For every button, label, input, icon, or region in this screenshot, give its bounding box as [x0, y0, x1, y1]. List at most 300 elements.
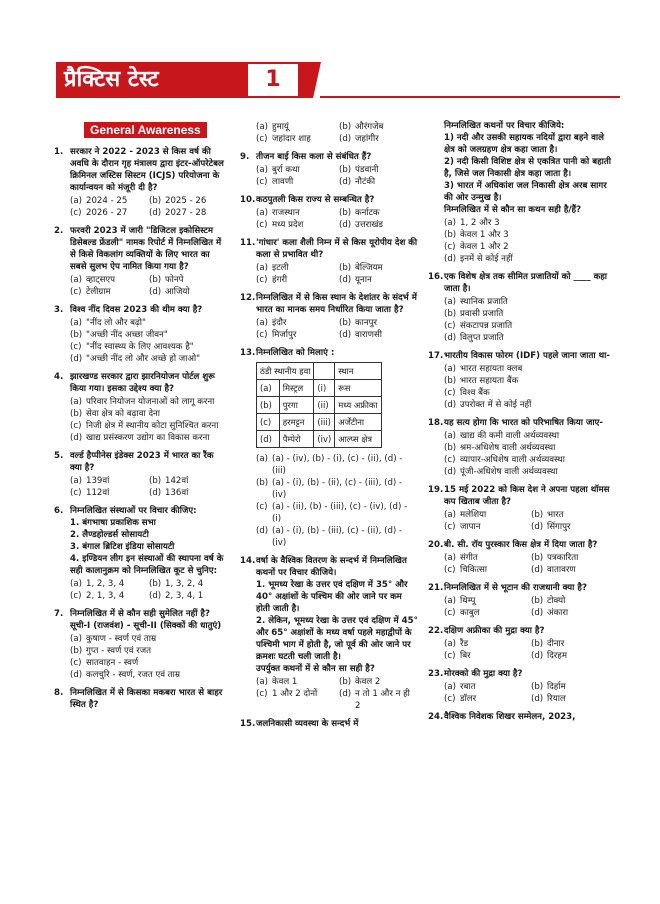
question-body [70, 304, 224, 365]
question-text: 15 मई 2022 को किस देश ने अपना पहला थॉमस कप खिताब जीता है? [444, 485, 610, 507]
question-text: बी. सी. रॉय पुरस्कार किस क्षेत्र में दिया जाता है? [444, 540, 598, 550]
option-letter: (c) [70, 421, 82, 431]
option-text: काबुल [460, 608, 480, 618]
section-heading: General Awareness [84, 122, 207, 138]
option [531, 595, 614, 607]
question-number: 4. [54, 372, 64, 382]
question-body [256, 347, 418, 549]
option-text: (a) - (i), (b) - (iii), (c) - (ii), (d) - (iv) [272, 526, 403, 548]
question-text: विश्व नींद दिवस 2023 की थीम क्या है? [70, 305, 203, 315]
question-number: 22. [428, 626, 444, 636]
option-letter: (a) [256, 318, 268, 328]
option-text: रबात [460, 682, 476, 692]
statement-line: 1) नदी और उसकी सहायक नदियों द्वारा बहने वाले क्षेत्र को जलग्रहण क्षेत्र कहा जाता है। [444, 133, 604, 155]
option-text: फोनपे [165, 275, 184, 285]
question-body [256, 292, 418, 341]
question-item [54, 450, 224, 499]
statement-line: 3) भारत में अधिकांश जल निकासी क्षेत्र अरब सागर की ओर उन्मुख है। [444, 181, 607, 203]
match-cell: मिस्ट्रल [279, 380, 314, 397]
question-text: यह सत्य होगा कि भारत को परिभाषित किया जाए- [444, 418, 603, 428]
option [444, 253, 614, 265]
match-cell: पैम्पेरो [279, 431, 314, 448]
option-text: जहांगीर [355, 134, 379, 144]
option [70, 274, 145, 286]
option-letter: (a) [444, 218, 456, 228]
option-text: 142वां [165, 476, 189, 486]
question-number: 12. [240, 293, 256, 303]
statement-line: उपर्युक्त कथनों में से कौन सा सही है? [256, 664, 375, 674]
question-body [256, 120, 418, 145]
option-letter: (b) [339, 208, 352, 218]
option-text: मध्य प्रदेश [272, 220, 304, 230]
options-list [444, 296, 614, 344]
option-text: (a) - (i), (b) - (ii), (c) - (iii), (d) - (iv) [272, 478, 403, 500]
option [444, 442, 614, 454]
option-text: सातवाहन - स्वर्ण [86, 658, 139, 668]
question-body [70, 687, 224, 711]
question-text: कठपुतली किस राज्य से सम्बन्धित है? [256, 195, 375, 205]
question-body [256, 151, 418, 188]
option-text: 1, 2, 3, 4 [86, 579, 125, 589]
option-text: श्रम-अधिशेष वाली अर्थव्यवस्था [460, 443, 556, 453]
question-item [54, 146, 224, 219]
match-cell: पुरगा [279, 397, 314, 414]
match-header: ठंडी स्थानीय हवा [257, 363, 314, 380]
option [339, 207, 418, 219]
question-body [444, 484, 614, 533]
option-text: विश्व बैंक [460, 388, 490, 398]
question-number [240, 120, 256, 145]
option [444, 466, 614, 478]
option [444, 564, 527, 576]
option-letter: (c) [256, 330, 268, 340]
option-text: कलचुरि - स्वर्ण, रजत एवं ताम्र [86, 670, 181, 680]
match-row [257, 397, 382, 414]
options-list [444, 552, 614, 576]
question-item [428, 539, 614, 576]
question-number: 16. [428, 272, 444, 282]
test-number: 1 [265, 67, 281, 92]
question-item [240, 347, 418, 549]
option-text: भारत सहायता बैंक [460, 376, 519, 386]
option-text: निजी क्षेत्र में स्थानीय कोटा सुनिश्चित करना [86, 421, 219, 431]
options-list [444, 681, 614, 705]
option [256, 525, 418, 549]
option-letter: (a) [444, 510, 456, 520]
question-item [428, 350, 614, 411]
option-text: 1 और 2 दोनों [272, 689, 318, 699]
question-number: 5. [54, 451, 64, 461]
option-letter: (d) [70, 433, 83, 443]
option-text: टेलीग्राम [86, 287, 111, 297]
option [531, 681, 614, 693]
options-list [256, 453, 418, 549]
option-text: मिर्जापुर [272, 330, 297, 340]
option-text: हुमायूं [272, 122, 289, 132]
option [256, 164, 335, 176]
question-number: 1. [54, 147, 64, 157]
option-letter: (a) [70, 318, 82, 328]
option [149, 207, 224, 219]
option-text: भारत [547, 510, 564, 520]
match-cell: (i) [314, 380, 335, 397]
option-letter: (a) [444, 682, 456, 692]
question-number: 17. [428, 351, 444, 361]
option [256, 262, 335, 274]
option-letter: (a) [256, 208, 268, 218]
question-text: वैश्विक निवेशक शिखर सम्मेलन, 2023, [444, 712, 576, 722]
option [531, 552, 614, 564]
question-text: निम्नलिखित कथनों पर विचार कीजिये: [444, 121, 565, 131]
question-number: 13. [240, 348, 256, 358]
question-number: 10. [240, 195, 256, 205]
question-number: 7. [54, 609, 64, 619]
option-text: 112वां [86, 488, 110, 498]
page-title: प्रैक्टिस टेस्ट [64, 67, 159, 92]
option-text: पंडवानी [355, 165, 379, 175]
header-rule [320, 96, 620, 98]
option-letter: (d) [531, 522, 544, 532]
question-text: निम्नलिखित में से किस स्थान के देशांतर के संदर्भ में भारत का मानक समय निर्धारित किया जाता है? [256, 293, 417, 315]
option-text: टोक्यो [547, 596, 566, 606]
match-cell: (a) [257, 380, 280, 397]
option [70, 645, 224, 657]
option [444, 332, 614, 344]
option [70, 657, 224, 669]
question-number: 2. [54, 226, 64, 236]
option-letter: (c) [444, 608, 456, 618]
question-body [70, 505, 224, 602]
option-text: संकटापन्न प्रजाति [460, 321, 513, 331]
option-letter: (d) [149, 591, 162, 601]
question-body [256, 718, 418, 730]
option-letter: (c) [444, 321, 456, 331]
question-body [444, 711, 614, 723]
option-text: उत्तराखंड [355, 220, 384, 230]
options-list [444, 638, 614, 662]
option [444, 552, 527, 564]
question-body [444, 582, 614, 619]
option-letter: (d) [149, 287, 162, 297]
option [444, 607, 527, 619]
question-text: भारतीय विकास फोरम (IDF) पहले जाना जाता था- [444, 351, 610, 361]
column-right [428, 120, 614, 729]
option-letter: (a) [256, 677, 268, 687]
options-list [256, 207, 418, 231]
question-number: 6. [54, 506, 64, 516]
option-letter: (b) [339, 165, 352, 175]
question-item [240, 237, 418, 286]
option [339, 219, 418, 231]
question-number: 8. [54, 688, 64, 698]
option [70, 669, 224, 681]
question-body [444, 539, 614, 576]
option [339, 121, 418, 133]
option-text: जापान [460, 522, 481, 532]
column-left [54, 120, 224, 717]
option-text: कुषाण - स्वर्ण एवं ताम्र [86, 634, 157, 644]
match-cell: (ii) [314, 397, 335, 414]
option-letter: (a) [70, 476, 82, 486]
option-text: (a) - (ii), (b) - (iii), (c) - (iv), (d) - (i) [272, 502, 408, 524]
option-letter: (c) [70, 658, 82, 668]
option-letter: (a) [256, 165, 268, 175]
option [256, 219, 335, 231]
option-letter: (a) [70, 397, 82, 407]
options-list [256, 262, 418, 286]
question-text: 'गांधार' कला शैली निम्न में से किस यूरोपीय देश की कला से प्रभावित थी? [256, 238, 418, 260]
question-number: 14. [240, 556, 256, 566]
options-list [70, 475, 224, 499]
option [70, 475, 145, 487]
question-item [54, 505, 224, 602]
options-list [444, 217, 614, 265]
option [531, 607, 614, 619]
match-cell: अर्जेंटीना [335, 414, 381, 431]
option [444, 521, 527, 533]
question-item [54, 371, 224, 444]
question-item [428, 484, 614, 533]
option-letter: (d) [339, 689, 352, 699]
option-letter: (c) [444, 455, 456, 465]
option-text: सेवा क्षेत्र को बढ़ावा देना [86, 409, 161, 419]
question-text: निम्नलिखित में से भूटान की राजधानी क्या है? [444, 583, 587, 593]
option [256, 477, 418, 501]
option-text: पत्रकारिता [547, 553, 579, 563]
option [149, 590, 224, 602]
option-text: 2025 - 26 [165, 196, 207, 206]
option-text: स्थानिक प्रजाति [460, 297, 508, 307]
question-item [240, 120, 418, 145]
option-text: "नींद लो और बढ़ो" [86, 318, 146, 328]
option [256, 274, 335, 286]
match-cell: (d) [257, 431, 280, 448]
option-text: "अच्छी नींद अच्छा जीवन" [86, 330, 168, 340]
options-list [256, 676, 418, 712]
question-number: 24. [428, 712, 444, 722]
option-text: अंकारा [547, 608, 569, 618]
question-text: निम्नलिखित संस्थाओं पर विचार कीजिए: [70, 506, 197, 516]
match-header-row [257, 363, 382, 380]
option [149, 475, 224, 487]
option-text: गुप्त - स्वर्ण एवं रजत [86, 646, 152, 656]
option-letter: (d) [339, 134, 352, 144]
option-letter: (b) [531, 510, 544, 520]
option [256, 688, 335, 712]
option-letter: (c) [70, 591, 82, 601]
question-text: सरकार ने 2022 - 2023 से किस वर्ष की अवधि के दौरान गृह मंत्रालय द्वारा इंटर-ऑपरेटेबल क्रिमिनल जस्टिस सिस्टम (ICJS) परियोजना के कार्यान्वयन को मंजूरी दी है? [70, 147, 224, 193]
option-letter: (a) [444, 639, 456, 649]
option-text: हंगरी [272, 275, 288, 285]
question-body [70, 371, 224, 444]
options-list [444, 595, 614, 619]
option-text: औरंगजेब [355, 122, 384, 132]
option-letter: (d) [444, 333, 457, 343]
option-text: 2, 1, 3, 4 [86, 591, 125, 601]
option [256, 317, 335, 329]
option [70, 420, 224, 432]
question-body [256, 194, 418, 231]
option-letter: (a) [70, 196, 82, 206]
option-letter: (b) [531, 682, 544, 692]
option-letter: (a) [70, 579, 82, 589]
option-letter: (a) [256, 263, 268, 273]
question-text: झारखण्ड सरकार द्वारा झारनियोजन पोर्टल शुरू किया गया। इसका उद्देश्य क्या है? [70, 372, 215, 394]
question-body [70, 146, 224, 219]
option-text: "अच्छी नींद लो और अच्छे हो जाओ" [86, 354, 201, 364]
option-text: मलेशिया [460, 510, 487, 520]
option-letter: (c) [70, 342, 82, 352]
question-item [240, 292, 418, 341]
statement-line: 3. बंगाल ब्रिटिश इंडिया सोसायटी [70, 542, 175, 552]
option [256, 453, 418, 477]
match-header [314, 363, 335, 380]
question-number [428, 120, 444, 265]
option-letter: (d) [531, 694, 544, 704]
option-letter: (d) [256, 526, 269, 536]
column-middle [240, 120, 418, 736]
statement-line: 1. भूमध्य रेखा के उत्तर एवं दक्षिण में 35° और 40° अक्षांशों के पश्चिम की ओर जाने पर कम होती जाती है। [256, 580, 408, 614]
option [256, 176, 335, 188]
option [149, 274, 224, 286]
option-text: "नींद स्वास्थ्य के लिए आवश्यक है" [86, 342, 194, 352]
option-letter: (c) [256, 177, 268, 187]
option-text: थिम्पू [460, 596, 476, 606]
question-body [70, 450, 224, 499]
option-text: खाद्य प्रसंस्करण उद्योग का विकास करना [86, 433, 210, 443]
question-body [70, 608, 224, 681]
option-letter: (d) [444, 467, 457, 477]
question-number: 9. [240, 152, 250, 162]
option [70, 408, 224, 420]
option-letter: (d) [70, 670, 83, 680]
option [70, 207, 145, 219]
option-text: इंदौर [272, 318, 287, 328]
option [531, 638, 614, 650]
option-letter: (b) [256, 478, 269, 488]
option [444, 308, 614, 320]
option [256, 133, 335, 145]
option-text: वाराणसी [355, 330, 382, 340]
option [256, 676, 335, 688]
option-letter: (d) [149, 208, 162, 218]
question-item [240, 718, 418, 730]
options-list [444, 430, 614, 478]
match-cell: मध्य अफ्रीका [335, 397, 381, 414]
option-text: 2024 - 25 [86, 196, 128, 206]
option-letter: (c) [70, 488, 82, 498]
option-text: इनमें से कोई नहीं [460, 254, 513, 264]
option-text: केवल 1 और 2 [460, 242, 509, 252]
option-letter: (c) [256, 134, 268, 144]
option-text: दिर्हाम [547, 682, 566, 692]
options-list [70, 274, 224, 298]
options-list [70, 578, 224, 602]
question-number: 19. [428, 485, 444, 495]
option-letter: (d) [339, 275, 352, 285]
option-text: दीनार [547, 639, 565, 649]
option-letter: (c) [70, 208, 82, 218]
question-number: 23. [428, 669, 444, 679]
question-text: जलनिकासी व्यवस्था के सन्दर्भ में [256, 719, 359, 729]
option [339, 676, 418, 688]
option [444, 430, 614, 442]
option-letter: (b) [70, 409, 83, 419]
question-body [256, 555, 418, 712]
option [339, 133, 418, 145]
option-letter: (b) [149, 196, 162, 206]
option-text: व्हाट्सएप [86, 275, 116, 285]
question-item [428, 120, 614, 265]
option [444, 296, 614, 308]
option-text: परिवार नियोजन योजनाओं को लागू करना [86, 397, 215, 407]
option-text: डॉलर [460, 694, 477, 704]
option-text: 2026 - 27 [86, 208, 128, 218]
statement-line: 2. लेकिन, भूमध्य रेखा के उत्तर एवं दक्षिण में 45° और 65° अक्षांशों के मध्य वर्षा पहले महाद्वीपों के पश्चिमी भाग में होती है, जो पूर्व की ओर जाने पर क्रमशः घटती चली जाती है। [256, 616, 418, 662]
statement-line: निम्नलिखित में से कौन सा कथन सही है/हैं? [444, 205, 582, 215]
option-text: सिंगापुर [547, 522, 571, 532]
option [444, 217, 614, 229]
option-letter: (b) [70, 646, 83, 656]
option-text: बेल्जियम [355, 263, 383, 273]
option-letter: (b) [339, 677, 352, 687]
option-text: न तो 1 और न ही 2 [355, 689, 410, 711]
option [339, 262, 418, 274]
option [149, 487, 224, 499]
question-body [444, 668, 614, 705]
option-letter: (b) [444, 376, 457, 386]
option-letter: (a) [444, 596, 456, 606]
question-item [428, 625, 614, 662]
question-body [444, 271, 614, 344]
match-cell: आल्प्स क्षेत्र [335, 431, 381, 448]
option-text: पूंजी-अधिशेष वाली अर्थव्यवस्था [460, 467, 558, 477]
option [444, 399, 614, 411]
option [70, 432, 224, 444]
option [256, 329, 335, 341]
option [339, 274, 418, 286]
option-text: केवल 1 [272, 677, 298, 687]
options-list [256, 164, 418, 188]
option [531, 650, 614, 662]
option-text: लावणी [272, 177, 294, 187]
option [70, 353, 224, 365]
question-text: निम्नलिखित को मिलाएं : [256, 348, 335, 358]
option [531, 509, 614, 521]
option-text: खाद्य की कमी वाली अर्थव्यवस्था [460, 431, 560, 441]
option [256, 121, 335, 133]
option-letter: (a) [444, 364, 456, 374]
statement-line: 4. इण्डियन लीग इन संस्थाओं की स्थापना वर्ष के सही कालानुक्रम को निम्नलिखित कूट से चुनिए: [70, 554, 224, 576]
option [444, 595, 527, 607]
option [531, 564, 614, 576]
option [531, 521, 614, 533]
option [149, 195, 224, 207]
option-text: केवल 2 [355, 677, 381, 687]
option [444, 387, 614, 399]
option-letter: (a) [444, 297, 456, 307]
option [531, 693, 614, 705]
option-text: बुर्रा कथा [272, 165, 300, 175]
question-item [240, 194, 418, 231]
option-letter: (d) [531, 608, 544, 618]
question-item [54, 225, 224, 298]
option-text: कानपुर [355, 318, 377, 328]
option-letter: (c) [256, 220, 268, 230]
question-body [444, 417, 614, 478]
question-item [428, 271, 614, 344]
option-letter: (c) [444, 522, 456, 532]
